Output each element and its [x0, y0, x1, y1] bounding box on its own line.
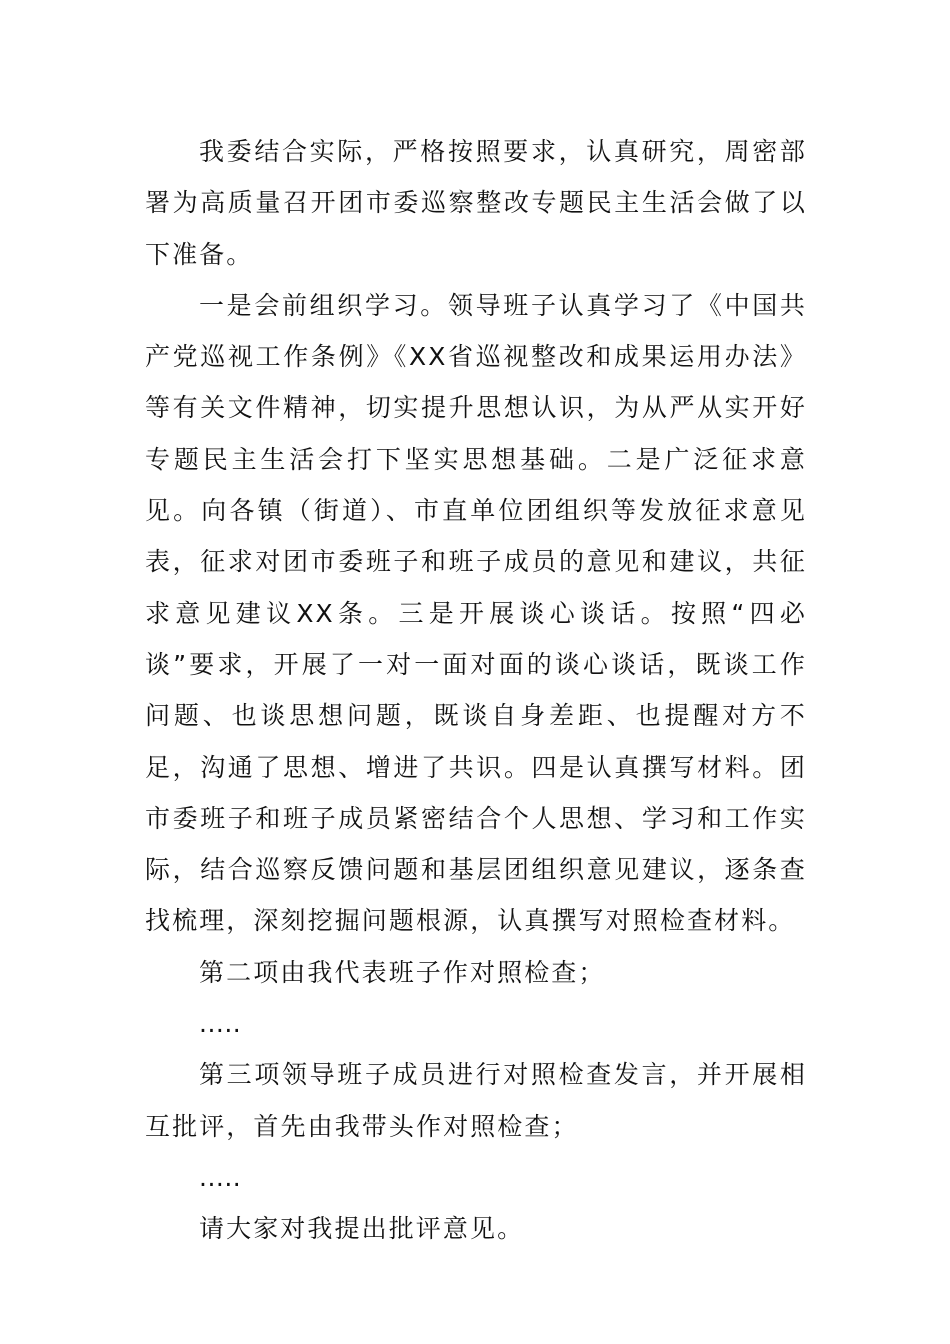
document-body [145, 126, 807, 1255]
paragraph-ellipsis-2: ..... [199, 1162, 242, 1192]
paragraph-item-two: 第二项由我代表班子作对照检查； [199, 957, 606, 987]
paragraph-request-criticism: 请大家对我提出批评意见。 [199, 1214, 525, 1244]
paragraph-preparation-intro: 我委结合实际，严格按照要求，认真研究，周密部署为高质量召开团市委巡察整改专题民主生活会做了以下准备。 [145, 137, 807, 269]
paragraph-ellipsis-1: ..... [199, 1009, 242, 1039]
paragraph-item-three: 第三项领导班子成员进行对照检查发言，并开展相互批评，首先由我带头作对照检查； [145, 1060, 807, 1141]
paragraph-preparation-details: 一是会前组织学习。领导班子认真学习了《中国共产党巡视工作条例》《XX省巡视整改和成果运用办法》等有关文件精神，切实提升思想认识，为从严从实开好专题民主生活会打下坚实思想基础。二是广泛征求意见。向各镇（街道）、市直单位团组织等发放征求意见表，征求对团市委班子和班子成员的意见和建议，共征求意见建议XX条。三是开展谈心谈话。按照“四必谈”要求，开展了一对一面对面的谈心谈话，既谈工作问题、也谈思想问题，既谈自身差距、也提醒对方不足，沟通了思想、增进了共识。四是认真撰写材料。团市委班子和班子成员紧密结合个人思想、学习和工作实际，结合巡察反馈问题和基层团组织意见建议，逐条查找梳理，深刻挖掘问题根源，认真撰写对照检查材料。 [145, 290, 807, 936]
